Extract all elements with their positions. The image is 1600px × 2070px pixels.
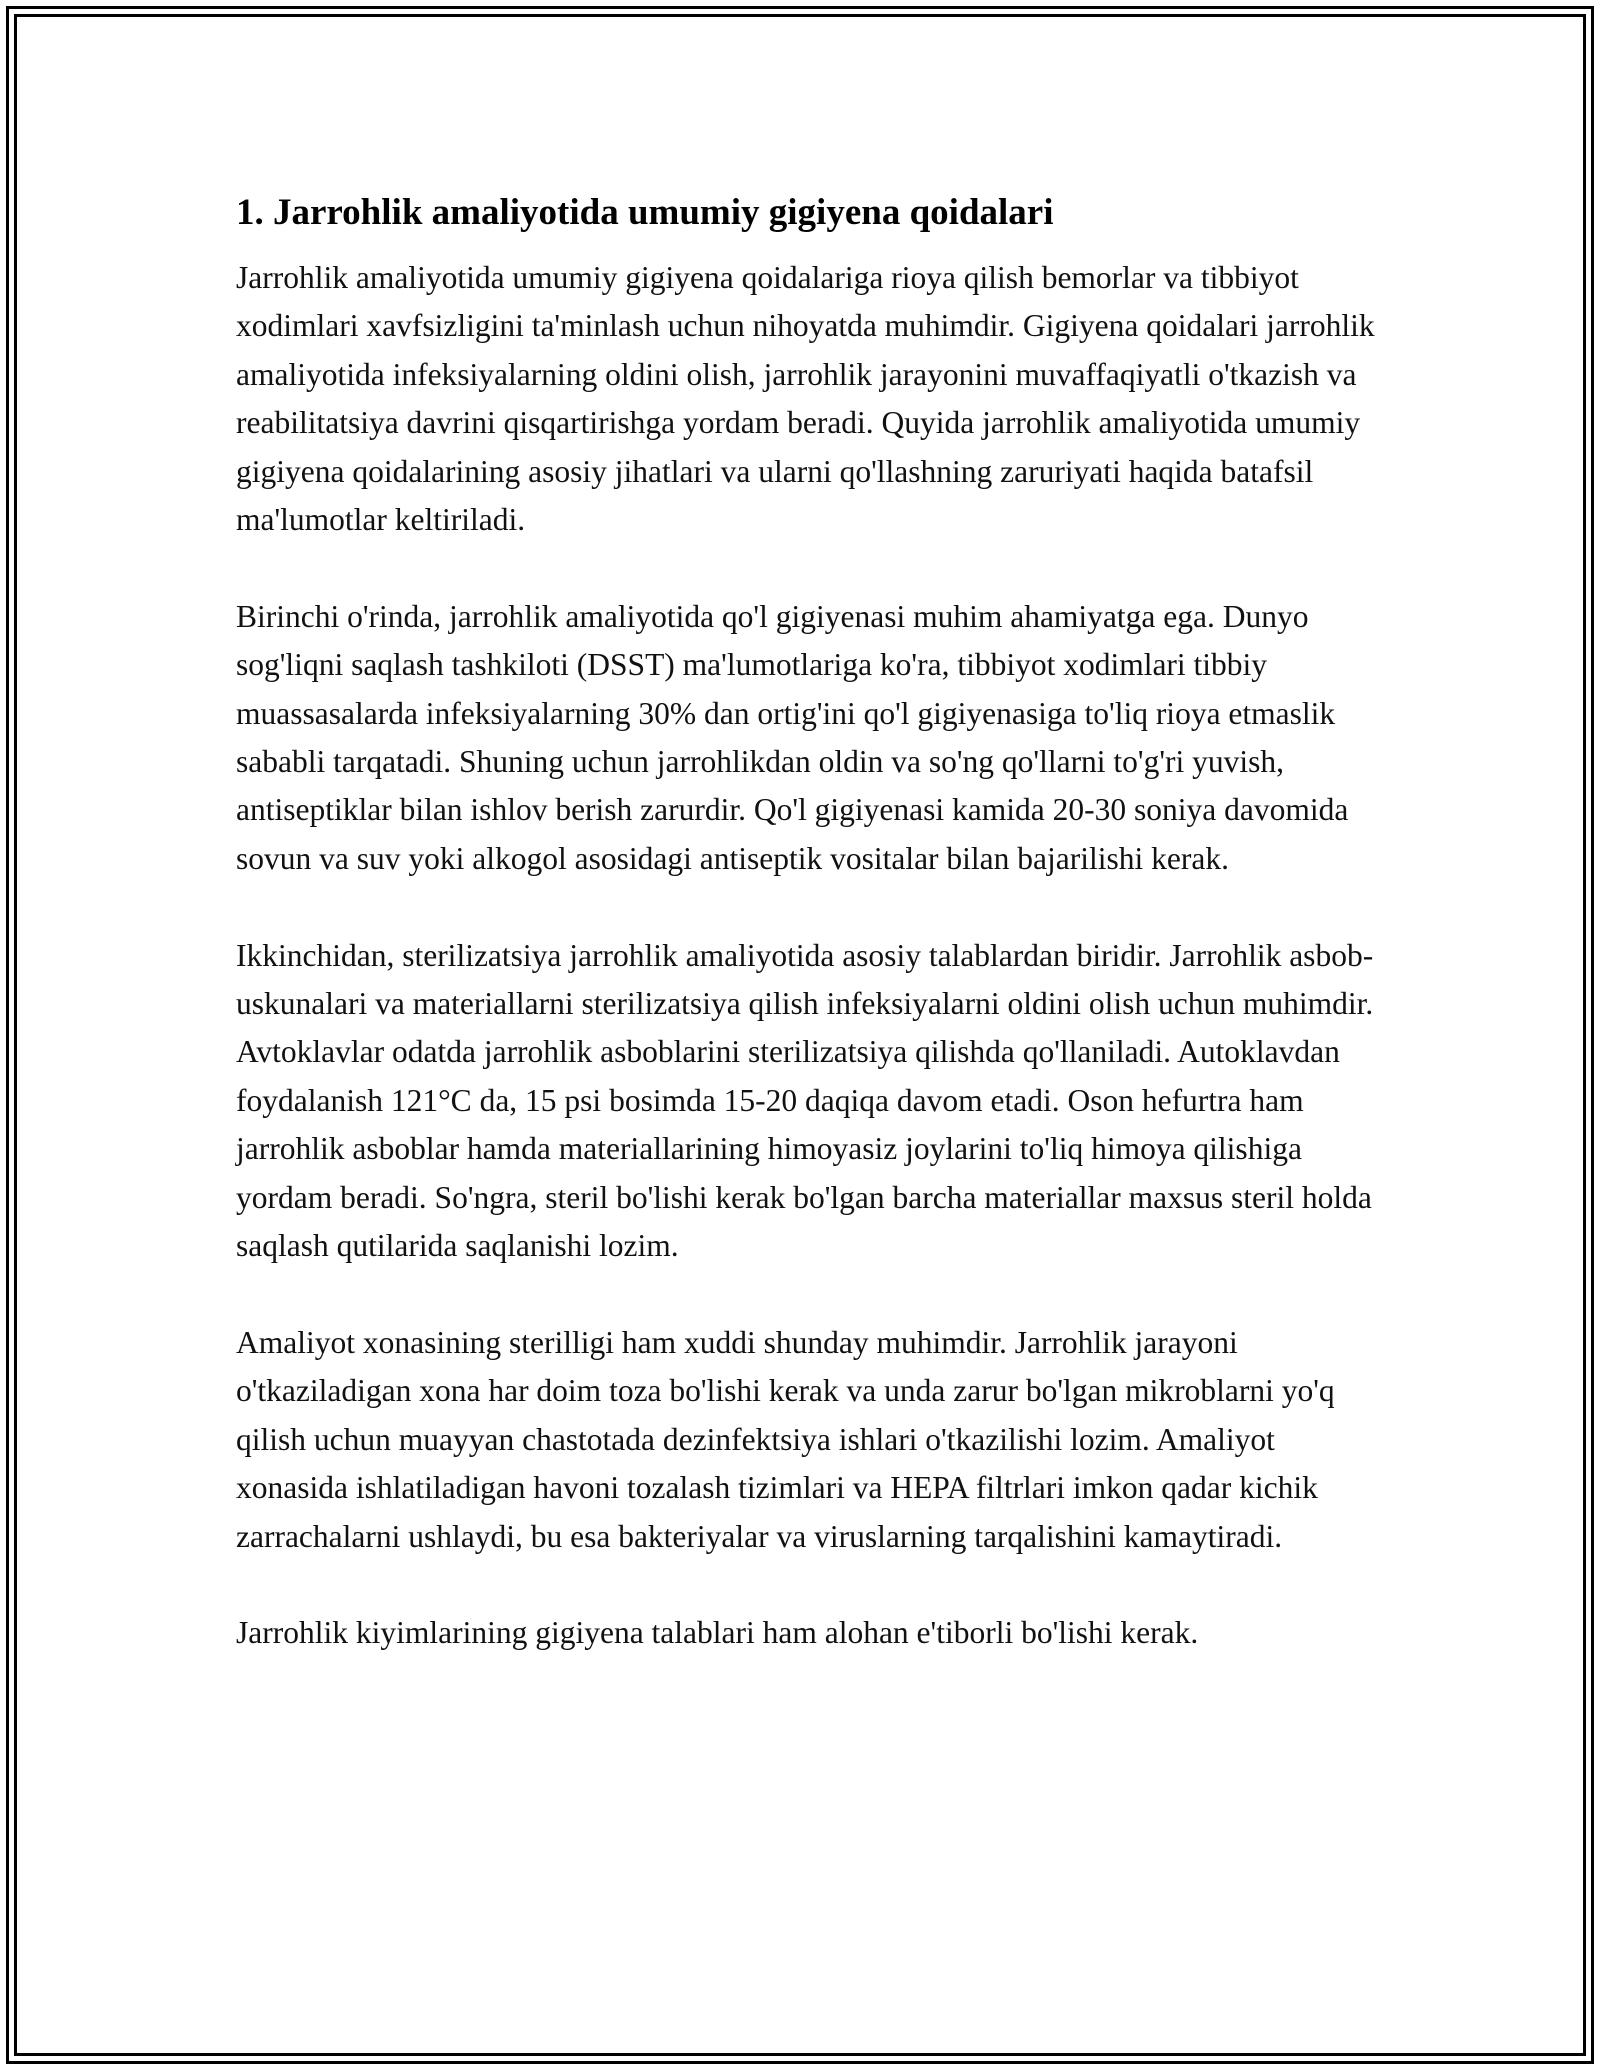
paragraph-hand-hygiene: Birinchi o'rinda, jarrohlik amaliyotida qo'l gigiyenasi muhim ahamiyatga ega. Dunyo sog'liqni saqlash tashkiloti (DSST) ma'lumotlariga ko'ra, tibbiyot xodimlari tibbiy muassasalarda infeksiyalarning 30% dan ortig'ini qo'l gigiyenasiga to'liq rioya etmaslik sababli tarqatadi. Shuning uchun jarrohlikdan oldin va so'ng qo'llarni to'g'ri yuvish, antiseptiklar bilan ishlov berish zarurdir. Qo'l gigiyenasi kamida 20-30 soniya davomida sovun va suv yoki alkogol asosidagi antiseptik vositalar bilan bajarilishi kerak. bbox=[236, 598, 1349, 876]
paragraph-sterilization: Ikkinchidan, sterilizatsiya jarrohlik amaliyotida asosiy talablardan biridir. Jarrohlik asbob-uskunalari va materiallarni sterilizatsiya qilish infeksiyalarni oldini olish uchun muhimdir. Avtoklavlar odatda jarrohlik asboblarini sterilizatsiya qilishda qo'llaniladi. Autoklavdan foydalanish 121°C da, 15 psi bosimda 15-20 daqiqa davom etadi. Oson hefurtra ham jarrohlik asboblar hamda materiallarining himoyasiz joylarini to'liq himoya qilishiga yordam beradi. So'ngra, steril bo'lishi kerak bo'lgan barcha materiallar maxsus steril holda saqlash qutilarida saqlanishi lozim. bbox=[236, 937, 1374, 1264]
document-body bbox=[236, 188, 1376, 1706]
section-heading: 1. Jarrohlik amaliyotida umumiy gigiyena qoidalari bbox=[236, 192, 1054, 233]
paragraph-intro: Jarrohlik amaliyotida umumiy gigiyena qoidalariga rioya qilish bemorlar va tibbiyot xodimlari xavfsizligini ta'minlash uchun nihoyatda muhimdir. Gigiyena qoidalari jarrohlik amaliyotida infeksiyalarning oldini olish, jarrohlik jarayonini muvaffaqiyatli o'tkazish va reabilitatsiya davrini qisqartirishga yordam beradi. Quyida jarrohlik amaliyotida umumiy gigiyena qoidalarining asosiy jihatlari va ularni qo'llashning zaruriyati haqida batafsil ma'lumotlar keltiriladi. bbox=[236, 260, 1375, 538]
paragraph-operating-room: Amaliyot xonasining sterilligi ham xuddi shunday muhimdir. Jarrohlik jarayoni o'tkaziladigan xona har doim toza bo'lishi kerak va unda zarur bo'lgan mikroblarni yo'q qilish uchun muayyan chastotada dezinfektsiya ishlari o'tkazilishi lozim. Amaliyot xonasida ishlatiladigan havoni tozalash tizimlari va HEPA filtrlari imkon qadar kichik zarrachalarni ushlaydi, bu esa bakteriyalar va viruslarning tarqalishini kamaytiradi. bbox=[236, 1324, 1335, 1554]
paragraph-surgical-clothing: Jarrohlik kiyimlarining gigiyena talablari ham alohan e'tiborli bo'lishi kerak. bbox=[236, 1615, 1199, 1651]
